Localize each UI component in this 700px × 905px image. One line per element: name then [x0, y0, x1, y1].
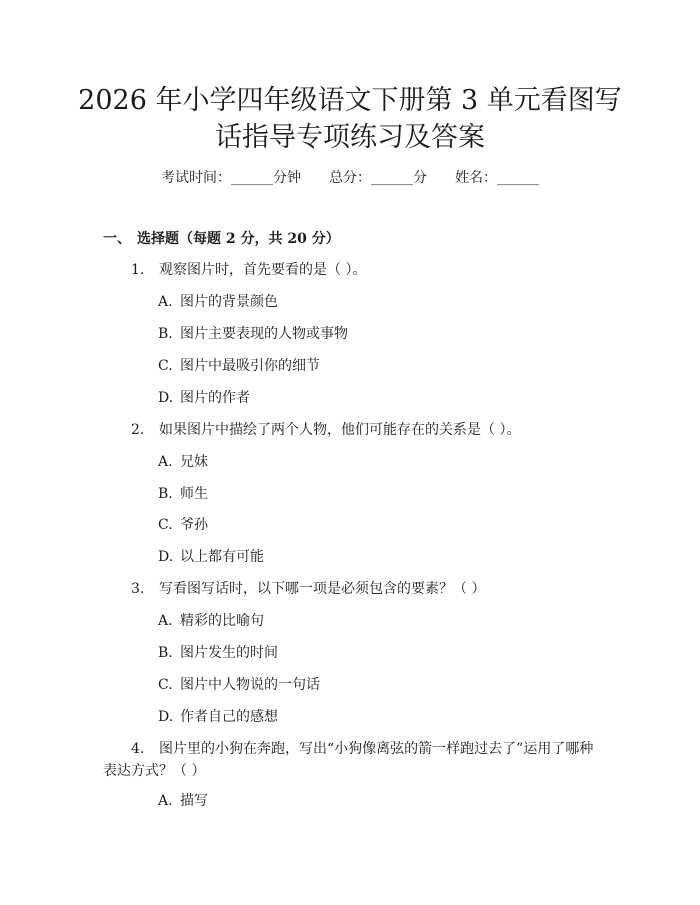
option-3c — [158, 675, 320, 695]
section-heading — [103, 229, 340, 249]
question-2 — [131, 419, 601, 441]
option-text: 师生 — [180, 486, 208, 502]
option-4a — [158, 791, 208, 811]
option-letter: B. — [158, 486, 173, 502]
option-2b — [158, 484, 208, 504]
option-2d — [158, 547, 264, 567]
option-text: 爷孙 — [180, 517, 208, 533]
option-text: 图片的背景颜色 — [180, 294, 278, 310]
option-text: 描写 — [180, 793, 208, 809]
section-number: 一、 — [103, 231, 131, 247]
option-3b — [158, 643, 278, 663]
option-text: 精彩的比喻句 — [180, 613, 264, 629]
option-letter: A. — [158, 613, 173, 629]
option-letter: C. — [158, 677, 173, 693]
section-title: 选择题（每题 2 分，共 20 分） — [137, 231, 340, 247]
option-letter: B. — [158, 326, 173, 342]
question-text: 图片里的小狗在奔跑，写出“小狗像离弦的箭一样跑过去了”运用了哪种表达方式？（ ） — [103, 741, 594, 779]
option-text: 图片主要表现的人物或事物 — [180, 326, 348, 342]
option-2c — [158, 515, 208, 535]
option-1b — [158, 324, 348, 344]
question-4 — [103, 738, 601, 782]
question-text: 观察图片时，首先要看的是（ ）。 — [159, 262, 367, 278]
option-3a — [158, 611, 264, 631]
option-text: 图片中最吸引你的细节 — [180, 358, 320, 374]
option-letter: B. — [158, 645, 173, 661]
option-text: 作者自己的感想 — [180, 709, 278, 725]
document-title-line-2: 话指导专项练习及答案 — [215, 122, 485, 153]
option-letter: D. — [158, 709, 174, 725]
option-letter: D. — [158, 390, 174, 406]
option-1d — [158, 388, 250, 408]
question-number: 4. — [131, 741, 145, 757]
option-letter: C. — [158, 358, 173, 374]
question-number: 2. — [131, 422, 145, 438]
option-text: 以上都有可能 — [180, 549, 264, 565]
question-text: 如果图片中描绘了两个人物，他们可能存在的关系是（ ）。 — [159, 422, 521, 438]
document-title-line-1: 2026 年小学四年级语文下册第 3 单元看图写 — [78, 85, 622, 116]
total-score: 总分：______分 — [329, 170, 427, 186]
exam-info — [0, 168, 700, 188]
option-text: 兄妹 — [180, 454, 208, 470]
option-1a — [158, 292, 278, 312]
option-text: 图片的作者 — [180, 390, 250, 406]
option-letter: A. — [158, 294, 173, 310]
question-number: 3. — [131, 581, 145, 597]
option-3d — [158, 707, 278, 727]
student-name: 姓名：______ — [455, 170, 539, 186]
question-number: 1. — [131, 262, 145, 278]
option-letter: A. — [158, 454, 173, 470]
question-1 — [131, 259, 601, 281]
option-1c — [158, 356, 320, 376]
question-3 — [131, 578, 601, 600]
option-letter: D. — [158, 549, 174, 565]
option-2a — [158, 452, 208, 472]
option-text: 图片发生的时间 — [180, 645, 278, 661]
option-letter: C. — [158, 517, 173, 533]
exam-time: 考试时间：______分钟 — [161, 170, 301, 186]
option-text: 图片中人物说的一句话 — [180, 677, 320, 693]
question-text: 写看图写话时，以下哪一项是必须包含的要素？（ ） — [159, 581, 486, 597]
option-letter: A. — [158, 793, 173, 809]
